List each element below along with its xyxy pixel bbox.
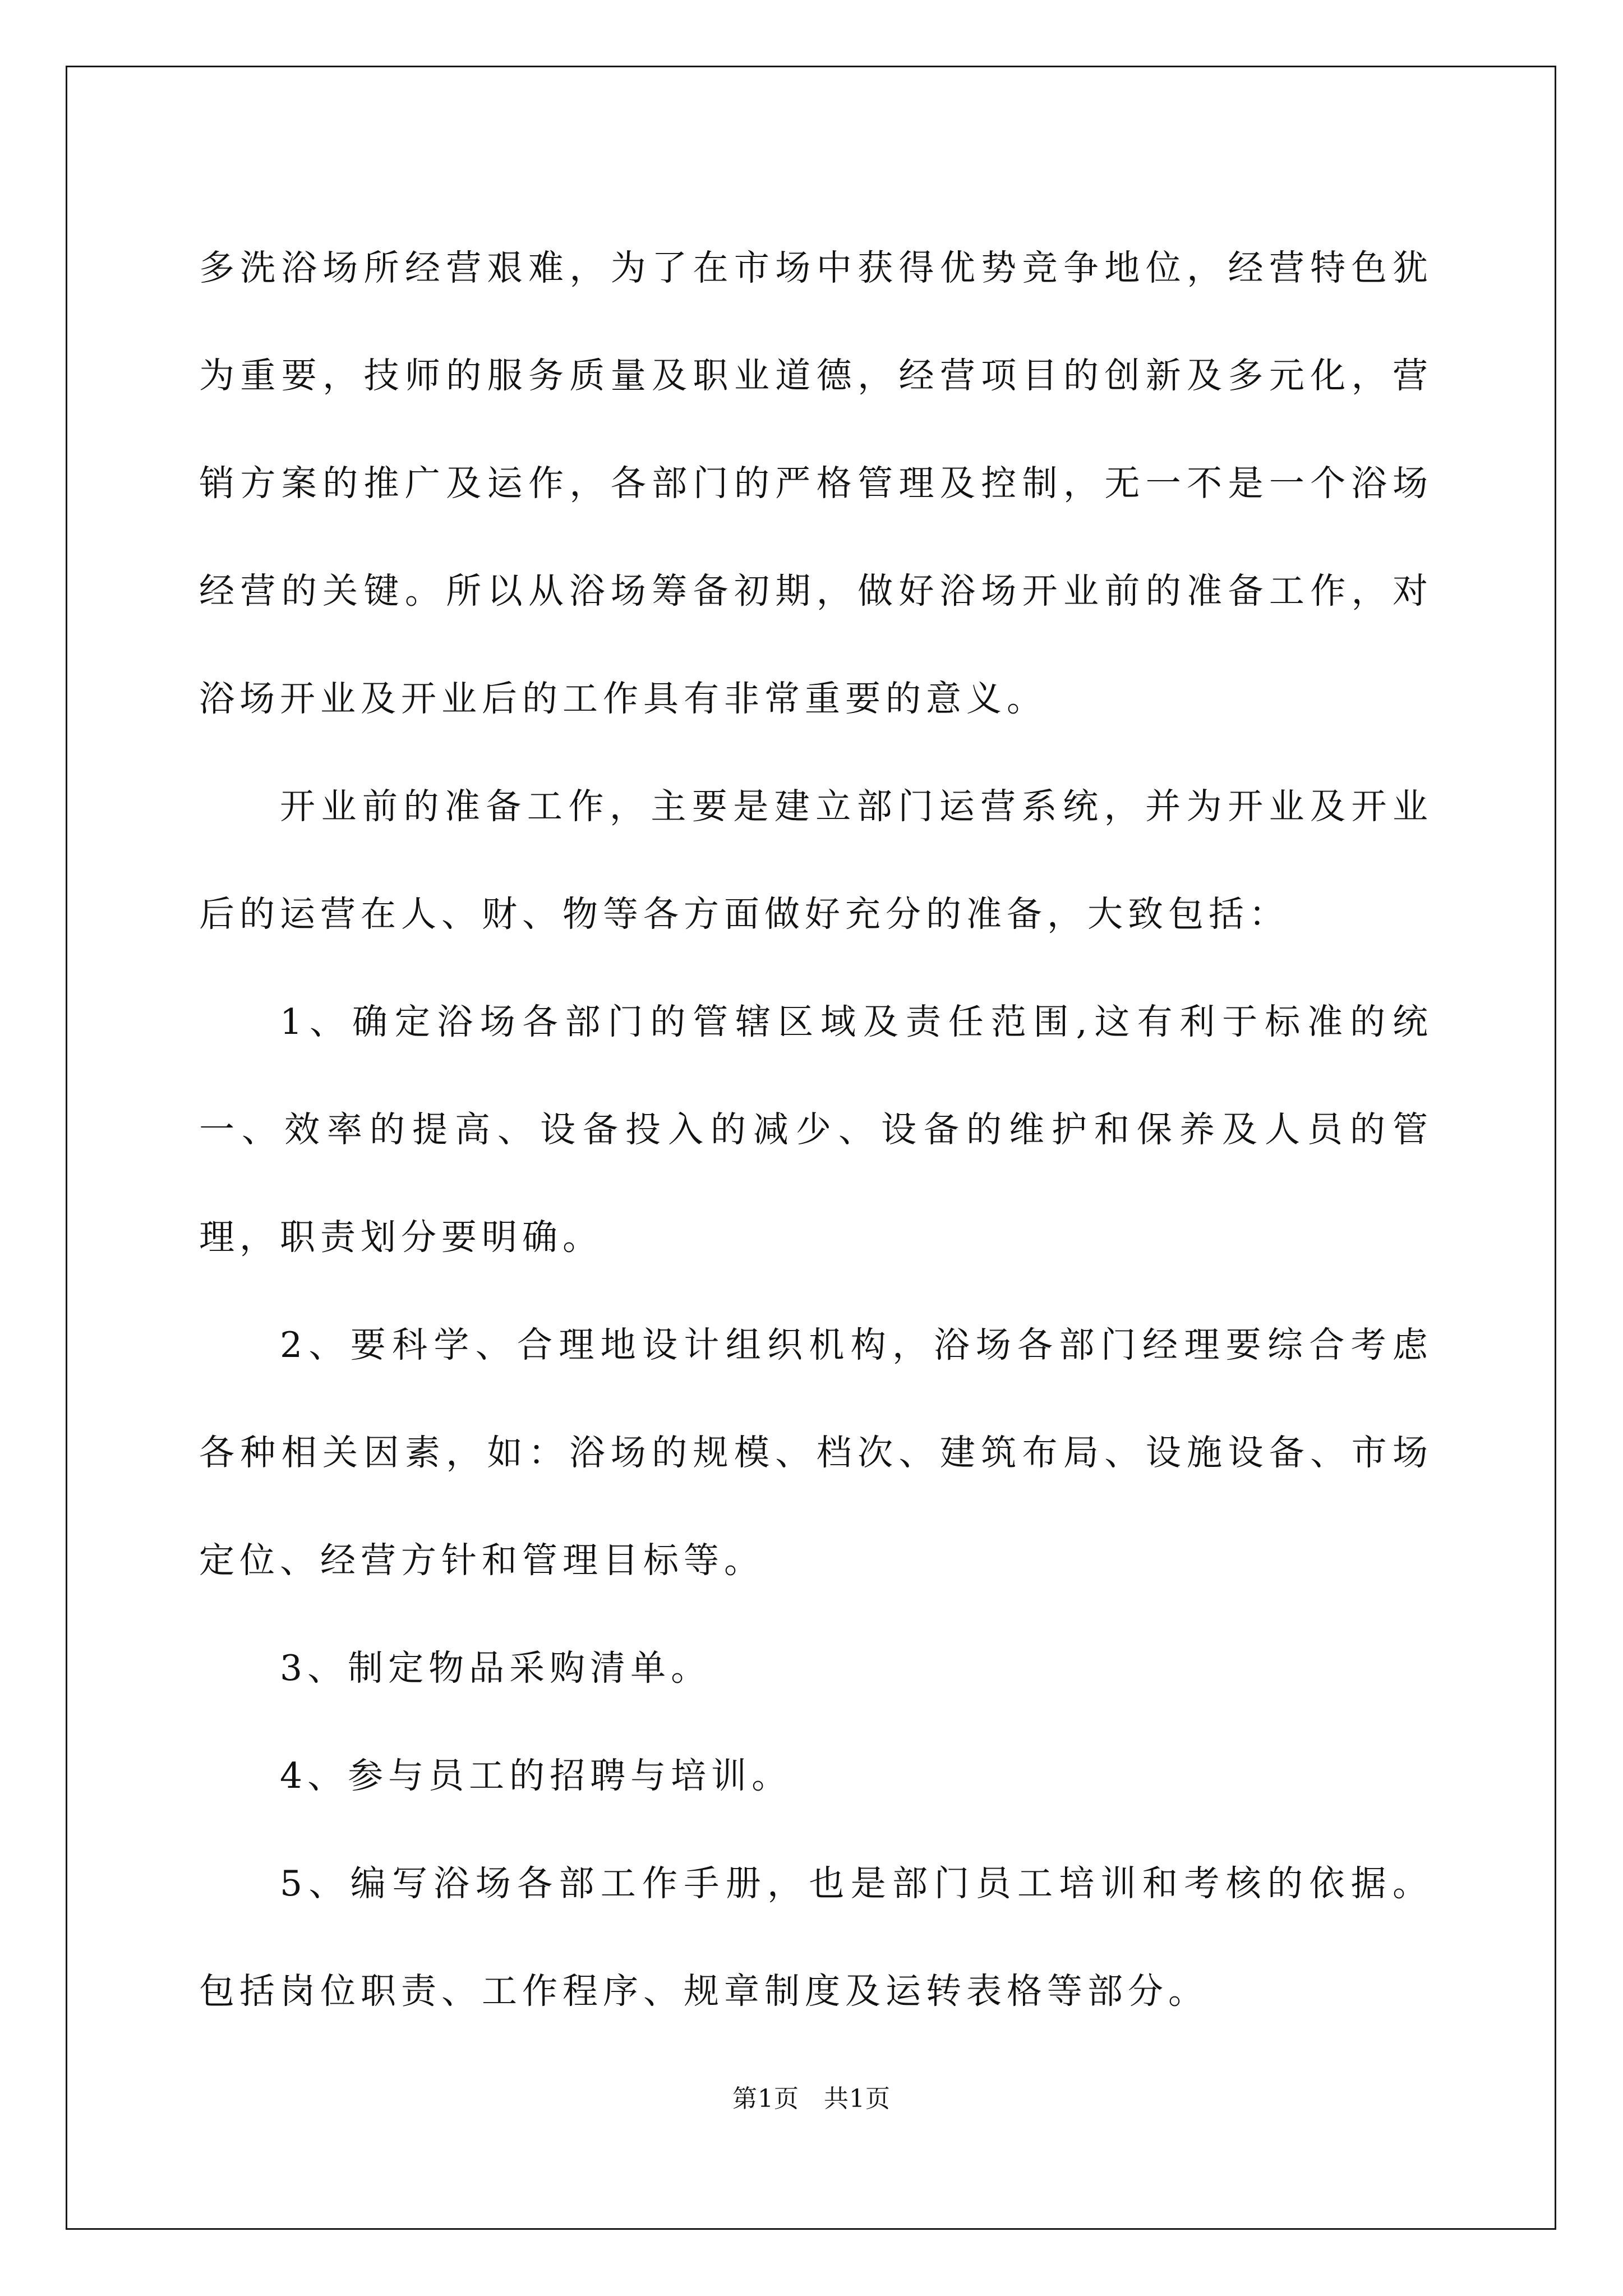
page-footer [0,2082,1623,2116]
page-number: 第1页 [732,2085,799,2113]
list-item-5: 5、编写浴场各部工作手册，也是部门员工培训和考核的依据。包括岗位职责、工作程序、规章制度及运转表格等部分。 [199,1863,1433,2012]
list-item-2: 2、要科学、合理地设计组织机构，浴场各部门经理要综合考虑各种相关因素，如：浴场的规模、档次、建筑布局、设施设备、市场定位、经营方针和管理目标等。 [199,1324,1433,1581]
paragraph-preparation-overview: 开业前的准备工作，主要是建立部门运营系统，并为开业及开业后的运营在人、财、物等各方面做好充分的准备，大致包括： [199,786,1433,935]
list-item-1: 1、确定浴场各部门的管辖区域及责任范围,这有利于标准的统一、效率的提高、设备投入的减少、设备的维护和保养及人员的管理，职责划分要明确。 [199,1001,1433,1258]
paragraph-intro: 多洗浴场所经营艰难，为了在市场中获得优势竞争地位，经营特色犹为重要，技师的服务质量及职业道德，经营项目的创新及多元化，营销方案的推广及运作，各部门的严格管理及控制，无一不是一个浴场经营的关键。所以从浴场筹备初期，做好浴场开业前的准备工作，对浴场开业及开业后的工作具有非常重要的意义。 [199,247,1433,719]
document-body [199,214,1433,2045]
list-item-3: 3、制定物品采购清单。 [280,1648,712,1688]
page-total: 共1页 [824,2085,891,2113]
list-item-4: 4、参与员工的招聘与培训。 [280,1755,792,1796]
